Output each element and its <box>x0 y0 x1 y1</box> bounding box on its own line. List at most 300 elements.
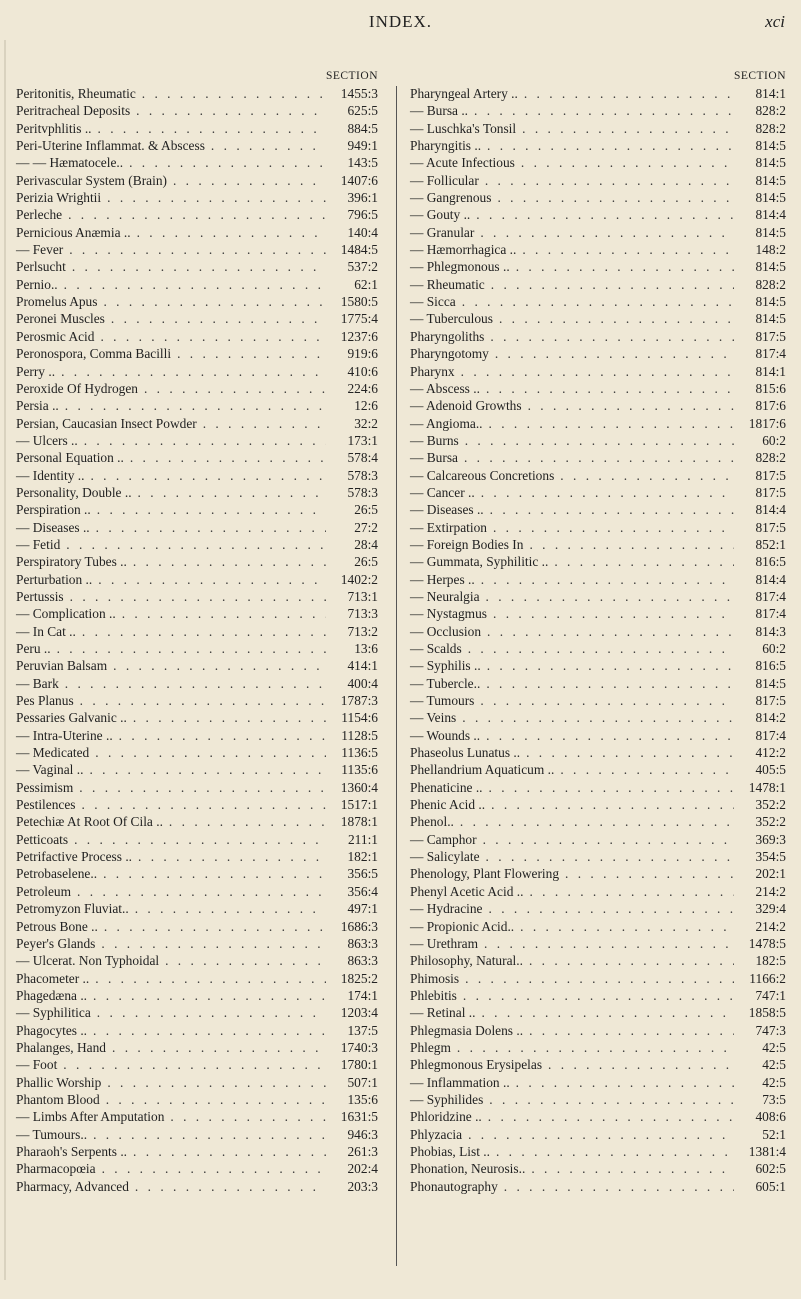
entry-term: — Foreign Bodies In <box>410 536 524 552</box>
entry-term: — Calcareous Concretions <box>410 467 555 483</box>
entry-section-ref: 1817:6 <box>748 415 786 431</box>
dot-leader <box>76 796 327 813</box>
entry-term: Petroleum <box>16 883 72 899</box>
entry-section-ref: 143:5 <box>347 155 378 171</box>
page-edge-shadow <box>4 40 6 1280</box>
entry-term: Promelus Apus <box>16 294 98 310</box>
index-entry <box>10 623 390 640</box>
entry-term: — Follicular <box>410 172 479 188</box>
entry-section-ref: 946:3 <box>347 1126 378 1142</box>
entry-section-ref: 828:2 <box>755 120 786 136</box>
dot-leader <box>457 987 734 1004</box>
dot-leader <box>55 363 326 380</box>
entry-section-ref: 817:5 <box>755 328 786 344</box>
entry-term: — Phlegmonous .. <box>410 259 510 275</box>
entry-term: — Syphilis .. <box>410 658 481 674</box>
index-entry <box>402 692 790 709</box>
dot-leader <box>522 397 734 414</box>
entry-section-ref: 1128:5 <box>341 727 378 743</box>
dot-leader <box>51 640 326 657</box>
entry-section-ref: 173:1 <box>347 432 378 448</box>
entry-section-ref: 60:2 <box>762 432 786 448</box>
entry-section-ref: 1136:5 <box>341 745 378 761</box>
entry-section-ref: 1580:5 <box>340 294 378 310</box>
entry-term: — Fever <box>16 242 64 258</box>
entry-section-ref: 1478:5 <box>748 935 786 951</box>
index-entry <box>10 137 390 154</box>
entry-section-ref: 815:6 <box>755 380 786 396</box>
index-entry <box>10 1126 390 1143</box>
index-entry <box>10 657 390 674</box>
entry-term: Phlegm <box>410 1039 451 1055</box>
entry-section-ref: 1478:1 <box>748 779 786 795</box>
entry-term: Pertussis <box>16 588 64 604</box>
dot-leader <box>485 276 734 293</box>
dot-leader <box>91 501 326 518</box>
index-entry <box>402 224 790 241</box>
entry-section-ref: 400:4 <box>347 675 378 691</box>
entry-term: Phalanges, Hand <box>16 1039 106 1055</box>
entry-term: Phonautography <box>410 1178 498 1194</box>
entry-term: — Syphilitica <box>16 1005 91 1021</box>
entry-term: — Propionic Acid.. <box>410 918 515 934</box>
index-entry <box>10 310 390 327</box>
index-entry <box>10 1004 390 1021</box>
index-entry <box>402 900 790 917</box>
entry-section-ref: 863:3 <box>347 935 378 951</box>
entry-term: Phellandrium Aquaticum .. <box>410 762 555 778</box>
entry-term: Phenic Acid .. <box>410 797 486 813</box>
entry-term: Phlegmonous Erysipelas <box>410 1057 543 1073</box>
index-entry <box>402 1143 790 1160</box>
entry-term: Peru .. <box>16 641 51 656</box>
index-entry <box>10 761 390 778</box>
entry-section-ref: 214:2 <box>755 918 786 934</box>
index-entry <box>10 675 390 692</box>
entry-section-ref: 73:5 <box>762 1091 786 1107</box>
entry-section-ref: 356:5 <box>347 866 378 882</box>
dot-leader <box>97 865 326 882</box>
index-entry <box>402 120 790 137</box>
index-entry <box>402 588 790 605</box>
entry-term: — — Hæmatocele.. <box>16 155 124 171</box>
dot-leader <box>97 293 326 310</box>
index-entry <box>402 623 790 640</box>
index-entry <box>402 1004 790 1021</box>
dot-leader <box>94 328 326 345</box>
index-entry <box>402 1022 790 1039</box>
entry-section-ref: 497:1 <box>347 901 378 917</box>
entry-term: Pessimism <box>16 779 74 795</box>
entry-section-ref: 884:5 <box>347 120 378 136</box>
entry-term: — In Cat .. <box>16 623 76 639</box>
index-entry <box>402 258 790 275</box>
dot-leader <box>481 623 734 640</box>
entry-section-ref: 1407:6 <box>340 172 378 188</box>
entry-section-ref: 12:6 <box>354 398 378 414</box>
entry-term: — Urethram <box>410 935 479 951</box>
entry-section-ref: 578:3 <box>347 484 378 500</box>
entry-section-ref: 410:6 <box>347 363 378 379</box>
dot-leader <box>462 640 734 657</box>
entry-section-ref: 1878:1 <box>340 814 378 830</box>
dot-leader <box>78 432 326 449</box>
index-entry <box>402 935 790 952</box>
index-entry <box>10 380 390 397</box>
dot-leader <box>164 1108 326 1125</box>
dot-leader <box>484 501 734 518</box>
entry-term: — Bursa .. <box>410 103 469 119</box>
dot-leader <box>477 831 734 848</box>
index-entry <box>10 484 390 501</box>
entry-term: Phlegmasia Dolens .. <box>410 1022 524 1038</box>
entry-section-ref: 919:6 <box>347 346 378 362</box>
index-entry <box>10 779 390 796</box>
entry-section-ref: 224:6 <box>347 380 378 396</box>
entry-term: Pestilences <box>16 797 76 813</box>
entry-term: — Medicated <box>16 745 90 761</box>
entry-section-ref: 605:1 <box>755 1178 786 1194</box>
dot-leader <box>197 415 326 432</box>
entry-term: Phantom Blood <box>16 1091 100 1107</box>
index-entry <box>402 987 790 1004</box>
entry-section-ref: 814:4 <box>755 207 786 223</box>
index-entry <box>402 310 790 327</box>
index-entry <box>10 276 390 293</box>
index-entry <box>10 883 390 900</box>
index-entry <box>402 1056 790 1073</box>
entry-section-ref: 26:5 <box>354 554 378 570</box>
entry-term: — Luschka's Tonsil <box>410 120 517 136</box>
entry-section-ref: 1135:6 <box>341 762 378 778</box>
entry-section-ref: 1484:5 <box>340 242 378 258</box>
entry-term: — Tubercle.. <box>410 675 481 691</box>
entry-section-ref: 202:1 <box>755 866 786 882</box>
index-entry <box>10 796 390 813</box>
entry-term: Personal Equation .. <box>16 450 124 466</box>
entry-section-ref: 814:5 <box>755 172 786 188</box>
dot-leader <box>479 172 734 189</box>
entry-term: Pharyngitis .. <box>410 138 482 154</box>
dot-leader <box>96 1160 326 1177</box>
dot-leader <box>136 85 326 102</box>
dot-leader <box>456 293 734 310</box>
entry-section-ref: 135:6 <box>347 1091 378 1107</box>
entry-section-ref: 817:4 <box>755 606 786 622</box>
entry-term: — Limbs After Amputation <box>16 1109 165 1125</box>
dot-leader <box>455 363 734 380</box>
index-entry <box>10 206 390 223</box>
entry-term: Pes Planus <box>16 693 74 709</box>
dot-leader <box>480 848 734 865</box>
entry-section-ref: 817:6 <box>755 398 786 414</box>
entry-term: — Gummata, Syphilitic .. <box>410 554 549 570</box>
entry-section-ref: 814:2 <box>755 710 786 726</box>
entry-term: — Occlusion <box>410 623 482 639</box>
index-entry <box>10 449 390 466</box>
dot-leader <box>89 970 326 987</box>
entry-section-ref: 174:1 <box>347 987 378 1003</box>
dot-leader <box>92 571 326 588</box>
dot-leader <box>127 709 326 726</box>
dot-leader <box>130 102 326 119</box>
dot-leader <box>475 571 734 588</box>
dot-leader <box>107 657 326 674</box>
dot-leader <box>127 1143 326 1160</box>
entry-section-ref: 578:4 <box>347 450 378 466</box>
entry-section-ref: 42:5 <box>762 1057 786 1073</box>
index-entry <box>10 293 390 310</box>
entry-section-ref: 814:5 <box>755 224 786 240</box>
dot-leader <box>468 102 734 119</box>
entry-term: Peritracheal Deposits <box>16 103 131 119</box>
index-entry <box>10 120 390 137</box>
entry-term: Pharyngoliths <box>410 328 485 344</box>
index-entry <box>402 137 790 154</box>
entry-term: Phloridzine .. <box>410 1109 482 1125</box>
entry-section-ref: 27:2 <box>354 519 378 535</box>
entry-term: Persian, Caucasian Insect Powder <box>16 415 197 431</box>
entry-section-ref: 814:5 <box>755 190 786 206</box>
entry-section-ref: 507:1 <box>347 1074 378 1090</box>
entry-section-ref: 140:4 <box>347 224 378 240</box>
entry-term: Phobias, List .. <box>410 1143 490 1159</box>
dot-leader <box>480 588 734 605</box>
entry-term: Petticoats <box>16 831 69 847</box>
dot-leader <box>138 380 326 397</box>
entry-term: — Gangrenous <box>410 190 492 206</box>
index-entry <box>402 397 790 414</box>
entry-term: — Burns <box>410 432 459 448</box>
index-entry <box>402 380 790 397</box>
dot-leader <box>132 848 326 865</box>
entry-term: Peroxide Of Hydrogen <box>16 380 138 396</box>
dot-leader <box>489 345 734 362</box>
running-head <box>0 12 801 36</box>
entry-section-ref: 356:4 <box>347 883 378 899</box>
entry-section-ref: 1740:3 <box>340 1039 378 1055</box>
index-entry <box>402 848 790 865</box>
dot-leader <box>470 206 734 223</box>
entry-section-ref: 148:2 <box>755 242 786 258</box>
entry-term: Perleche <box>16 207 63 223</box>
index-entry <box>402 553 790 570</box>
index-entry <box>10 501 390 518</box>
entry-section-ref: 352:2 <box>755 797 786 813</box>
dot-leader <box>62 206 326 223</box>
entry-section-ref: 828:2 <box>755 103 786 119</box>
entry-section-ref: 352:2 <box>755 814 786 830</box>
entry-term: — Complication .. <box>16 606 116 622</box>
entry-term: — Herpes .. <box>410 571 475 587</box>
dot-leader <box>167 172 326 189</box>
index-entry <box>10 571 390 588</box>
entry-section-ref: 1517:1 <box>340 797 378 813</box>
index-entry <box>402 709 790 726</box>
index-entry <box>402 779 790 796</box>
entry-term: Petromyzon Fluviat.. <box>16 901 129 917</box>
index-entry <box>10 952 390 969</box>
entry-term: Phimosis <box>410 970 460 986</box>
index-entry <box>10 536 390 553</box>
entry-section-ref: 32:2 <box>354 415 378 431</box>
entry-section-ref: 211:1 <box>347 831 378 847</box>
entry-term: Peritonitis, Rheumatic <box>16 86 136 101</box>
entry-term: Pernio.. <box>16 276 58 292</box>
entry-term: Peri-Uterine Inflammat. & Abscess <box>16 138 205 154</box>
dot-leader <box>483 1091 734 1108</box>
dot-leader <box>523 952 734 969</box>
dot-leader <box>518 85 734 102</box>
dot-leader <box>58 276 326 293</box>
dot-leader <box>68 831 326 848</box>
index-entry <box>402 970 790 987</box>
dot-leader <box>462 1126 734 1143</box>
entry-term: Pharaoh's Serpents .. <box>16 1143 128 1159</box>
index-entry <box>402 831 790 848</box>
dot-leader <box>491 189 734 206</box>
dot-leader <box>480 675 734 692</box>
index-entry <box>402 154 790 171</box>
entry-section-ref: 28:4 <box>354 536 378 552</box>
dot-leader <box>106 1039 326 1056</box>
index-entry <box>10 172 390 189</box>
entry-section-ref: 828:2 <box>755 450 786 466</box>
index-column-right <box>402 68 790 1195</box>
index-entry <box>402 467 790 484</box>
index-entry <box>402 640 790 657</box>
index-entry <box>10 640 390 657</box>
entry-term: — Salicylate <box>410 849 480 865</box>
dot-leader <box>510 258 734 275</box>
dot-leader <box>131 224 326 241</box>
entry-section-ref: 405:5 <box>755 762 786 778</box>
entry-section-ref: 13:6 <box>354 641 378 656</box>
entry-term: — Foot <box>16 1057 58 1073</box>
entry-section-ref: 1360:4 <box>340 779 378 795</box>
entry-section-ref: 814:4 <box>755 502 786 518</box>
entry-term: Phlyzacia <box>410 1126 463 1142</box>
dot-leader <box>523 1022 734 1039</box>
dot-leader <box>101 189 326 206</box>
entry-term: Pharmacopœia <box>16 1161 96 1177</box>
dot-leader <box>456 709 734 726</box>
index-entry <box>402 415 790 432</box>
entry-section-ref: 261:3 <box>347 1143 378 1159</box>
dot-leader <box>95 935 326 952</box>
index-entry <box>402 241 790 258</box>
dot-leader <box>59 675 326 692</box>
index-entry <box>10 918 390 935</box>
index-entry <box>402 102 790 119</box>
index-entry <box>10 258 390 275</box>
entry-section-ref: 137:5 <box>347 1022 378 1038</box>
entry-term: Perturbation .. <box>16 571 93 587</box>
dot-leader <box>89 744 326 761</box>
entry-section-ref: 713:2 <box>347 623 378 639</box>
entry-section-ref: 796:5 <box>347 207 378 223</box>
index-entry <box>10 1022 390 1039</box>
dot-leader <box>484 328 734 345</box>
entry-term: Pessaries Galvanic .. <box>16 710 127 726</box>
entry-section-ref: 1780:1 <box>340 1057 378 1073</box>
index-entry <box>402 1178 790 1195</box>
entry-section-ref: 816:5 <box>755 658 786 674</box>
index-entry <box>10 241 390 258</box>
entry-section-ref: 1455:3 <box>340 86 378 101</box>
dot-leader <box>171 345 326 362</box>
index-entry <box>402 1126 790 1143</box>
index-entry <box>10 727 390 744</box>
dot-leader <box>523 536 734 553</box>
entry-section-ref: 817:5 <box>755 484 786 500</box>
index-column-left <box>10 68 390 1195</box>
dot-leader <box>205 137 326 154</box>
index-entry <box>10 744 390 761</box>
entry-term: Perlsucht <box>16 259 66 275</box>
dot-leader <box>454 813 734 830</box>
dot-leader <box>83 761 326 778</box>
dot-leader <box>516 241 734 258</box>
entry-section-ref: 747:3 <box>755 1022 786 1038</box>
entry-term: — Diseases .. <box>16 519 90 535</box>
entry-section-ref: 60:2 <box>762 641 786 656</box>
entry-term: — Intra-Uterine .. <box>16 727 113 743</box>
dot-leader <box>515 154 734 171</box>
column-divider <box>396 86 397 1266</box>
entry-section-ref: 202:4 <box>347 1161 378 1177</box>
dot-leader <box>483 779 734 796</box>
dot-leader <box>105 310 326 327</box>
index-entry <box>10 345 390 362</box>
index-entry <box>10 935 390 952</box>
entry-term: — Ulcers .. <box>16 432 78 448</box>
entry-term: — Diseases .. <box>410 502 484 518</box>
entry-section-ref: 816:5 <box>755 554 786 570</box>
dot-leader <box>487 605 734 622</box>
entry-section-ref: 42:5 <box>762 1074 786 1090</box>
entry-section-ref: 1825:2 <box>340 970 378 986</box>
index-entry <box>402 328 790 345</box>
index-entry <box>402 571 790 588</box>
dot-leader <box>480 380 734 397</box>
entry-section-ref: 203:3 <box>347 1178 378 1194</box>
dot-leader <box>520 744 734 761</box>
index-entry <box>402 501 790 518</box>
dot-leader <box>498 1178 734 1195</box>
entry-section-ref: 1775:4 <box>340 311 378 327</box>
index-entry <box>402 519 790 536</box>
dot-leader <box>123 154 326 171</box>
index-entry <box>10 432 390 449</box>
dot-leader <box>100 1091 326 1108</box>
index-entry <box>402 813 790 830</box>
entry-term: Petrous Bone .. <box>16 918 98 934</box>
entry-term: — Hæmorrhagica .. <box>410 242 517 258</box>
entry-section-ref: 817:4 <box>755 346 786 362</box>
index-entry <box>402 345 790 362</box>
entry-section-ref: 814:5 <box>755 155 786 171</box>
entry-section-ref: 814:5 <box>755 259 786 275</box>
index-entry <box>402 536 790 553</box>
entry-section-ref: 814:3 <box>755 623 786 639</box>
index-entry <box>402 761 790 778</box>
entry-term: Petrifactive Process .. <box>16 849 133 865</box>
entry-term: — Veins <box>410 710 457 726</box>
dot-leader <box>98 918 326 935</box>
entry-term: — Fetid <box>16 536 61 552</box>
entry-term: — Rheumatic <box>410 276 485 292</box>
